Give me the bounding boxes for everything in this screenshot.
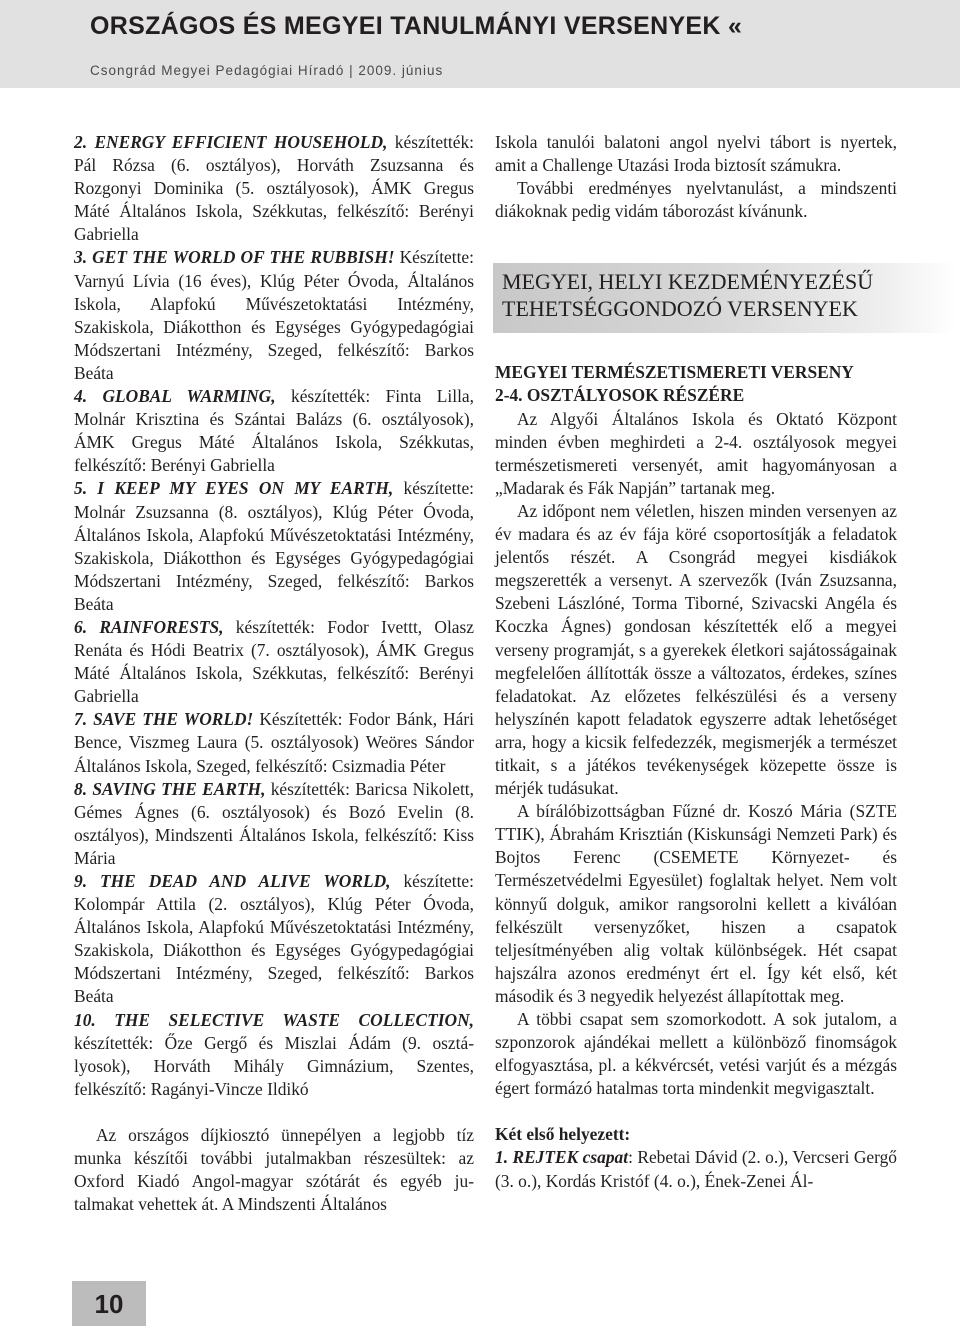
paragraph: A többi csapat sem szomorkodott. A sok jutalom, a szponzorok ajándékai mellett a különböző finomságok elfogyasztása, pl. a kékvércsét, vetési varjút és a mézgás égert formázó hatalmas torta mindenkit megvigasztalt. bbox=[495, 1009, 897, 1099]
entry-text: készítették: Finta Lilla, Molnár Krisztina és Szántai Balázs (6. osztályosok), ÁMK Gregus Máté Általános Iskola, Székkutas, felkészítő: Berényi Gabriella bbox=[74, 386, 474, 476]
entry-8 bbox=[74, 778, 474, 870]
right-column bbox=[495, 131, 897, 1193]
team-text: : Rebetai Dávid (2. o.), Vercseri Gergő (3. o.), Kordás Kristóf (4. o.), Ének-Zenei Ál- bbox=[495, 1147, 897, 1191]
entry-text: készítették: Fodor Ivettt, Olasz Renáta és Hódi Beatrix (7. osztályosok), ÁMK Gregus Máté Általános Iskola, Székkutas, felkészítő: Berényi Gabriella bbox=[74, 616, 474, 707]
left-column bbox=[74, 131, 474, 1216]
entry-text: készítette: Molnár Zsuzsanna (8. osztályos), Klúg Péter Óvoda, Általános Iskola, Alapfokú Művészetoktatási Intézmény, Szakiskola, Diákotthon és Egységes Gyógypedagógiai Módszertani Intézmény, Szeged, felkészítő: Barkos Beáta bbox=[74, 478, 474, 614]
entry-9 bbox=[74, 870, 474, 1009]
entry-title: 9. THE DEAD AND ALIVE WORLD, bbox=[74, 871, 391, 891]
entry-title: 8. SAVING THE EARTH, bbox=[74, 778, 266, 799]
paragraph: További eredményes nyelvtanulást, a mindszenti diákoknak pedig vidám táborozást kívánunk. bbox=[495, 178, 897, 222]
spacer bbox=[74, 1101, 474, 1124]
entry-text: Készítették: Fodor Bánk, Hári Bence, Viszmeg Laura (5. osztályosok) Weöres Sándor Általános Iskola, Szeged, felkészítő: Csizmadia Péter bbox=[74, 709, 475, 776]
paragraph: Az Algyői Általános Iskola és Oktató Központ minden évben meghirdeti a 2-4. osztályosok megyei természetismereti versenyét, amit hagyományosan a „Madarak és Fák Napján” tartanak meg. bbox=[495, 408, 897, 498]
spacer bbox=[495, 223, 897, 263]
entry-10 bbox=[74, 1009, 474, 1101]
section-heading-line: MEGYEI, HELYI KEZDEMÉNYEZÉSŰ bbox=[502, 269, 874, 295]
paragraph: Iskola tanulói balatoni angol nyelvi tábort is nyertek, amit a Challenge Utazási Iroda biztosít számukra. bbox=[495, 132, 897, 176]
entry-text: készítették: Baricsa Nikolett, Gémes Ágnes (6. osztályosok) és Bozó Evelin (8. osztályos), Mindszenti Általános Iskola, felkészítő: Kiss Mária bbox=[74, 778, 474, 868]
entry-text: készítették: Őze Gergő és Miszlai Ádám (9. osztályosok), Horváth Mihály Gimnázium, Szentes, felkészítő: Ragányi-Vincze Ildikó bbox=[74, 1032, 474, 1099]
paragraph: A bírálóbizottságban Fűzné dr. Koszó Mária (SZTE TTIK), Ábrahám Krisztián (Kiskunsági Nemzeti Park) és Bojtos Ferenc (CSEMETE Környezet- és Természetvédelmi Egyesület) foglaltak helyet. Nem volt könnyű dolguk, amikor rangsorolni kellett a kiválóan felkészült versenyzőket, hiszen a csapatok teljesítményében alig voltak különbségek. Hét csapat hajszálra azonos eredményt ért el. Így két első, két második és 3 negyedik helyezést állapítottak meg. bbox=[495, 801, 897, 1006]
running-header-subtitle: Csongrád Megyei Pedagógiai Híradó | 2009. június bbox=[90, 63, 444, 78]
running-header-title: ORSZÁGOS ÉS MEGYEI TANULMÁNYI VERSENYEK « bbox=[90, 12, 743, 40]
first-places-label: Két első helyezett: bbox=[495, 1124, 631, 1145]
spacer bbox=[495, 1100, 897, 1123]
section-heading-line: TEHETSÉGGONDOZÓ VERSENYEK bbox=[502, 296, 858, 322]
closing-paragraph: Az országos díjkiosztó ünnepélyen a legjobb tíz munka készítői további jutalmakban részesültek: az Oxford Kiadó Angol-magyar szótárát és egyéb jutalmakat vehettek át. A Mindszenti Általános bbox=[74, 1124, 474, 1215]
header-band bbox=[0, 0, 960, 88]
entry-text: készítették: Pál Rózsa (6. osztályos), Horváth Zsuzsanna és Rozgonyi Dominika (5. osztályosok), ÁMK Gregus Máté Általános Iskola, Székkutas, felkészítő: Berényi Gabriella bbox=[74, 132, 474, 245]
entry-3 bbox=[74, 246, 474, 385]
subheading: MEGYEI TERMÉSZETISMERETI VERSENY bbox=[495, 362, 854, 383]
section-heading-box bbox=[493, 263, 957, 333]
entry-title: 10. THE SELECTIVE WASTE COLLECTION, bbox=[74, 1009, 474, 1030]
entry-title: 3. GET THE WORLD OF THE RUBBISH! bbox=[74, 247, 395, 268]
entry-4 bbox=[74, 385, 474, 477]
entry-7 bbox=[74, 708, 474, 777]
page-number: 10 bbox=[72, 1281, 146, 1326]
entry-2 bbox=[74, 131, 474, 246]
entry-6 bbox=[74, 616, 474, 708]
paragraph: Az időpont nem véletlen, hiszen minden versenyen az év madara és az év fája köré csoportosítják a feladatok jelentős részét. A Csongrád megyei kisdiákok megszerették a versenyt. A szervezők (Iván Zsuzsanna, Szebeni Lászlóné, Torma Tiborné, Szivacski Angéla és Koczka Ágnes) gondosan készítették elő a megyei verseny programját, s a gyerekek életkori sajátosságainak megfelelően állították össze a változatos, érdekes, színes feladatokat. Az előzetes felkészülési és a verseny helyszínén kapott feladatok egyszerre adtak lehetőséget arra, hogy a kicsik felfedezzék, megismerjék a természet titkait, s a játékos tevékenységek közepette össze is mérjék tudásukat. bbox=[495, 500, 897, 799]
subheading: 2-4. OSZTÁLYOSOK RÉSZÉRE bbox=[495, 385, 745, 406]
spacer bbox=[495, 333, 897, 361]
entry-title: 2. ENERGY EFFICIENT HOUSEHOLD, bbox=[74, 132, 388, 152]
entry-text: készítette: Kolompár Attila (2. osztályos), Klúg Péter Óvoda, Általános Iskola, Alapfokú Művészetoktatási Intézmény, Szakiskola, Diákotthon és Egységes Gyógypedagógiai Módszertani Intézmény, Szeged, felkészítő: Barkos Beáta bbox=[74, 871, 474, 1007]
team-name: 1. REJTEK csapat bbox=[495, 1147, 629, 1168]
entry-5 bbox=[74, 477, 474, 616]
entry-title: 7. SAVE THE WORLD! bbox=[74, 709, 254, 730]
team-entry bbox=[495, 1146, 897, 1192]
entry-title: 5. I KEEP MY EYES ON MY EARTH, bbox=[74, 478, 394, 499]
entry-title: 6. RAINFORESTS, bbox=[74, 616, 224, 637]
entry-text: Készítette: Varnyú Lívia (16 éves), Klúg Péter Óvoda, Általános Iskola, Alapfokú Művészetoktatási Intézmény, Szakiskola, Diákotthon és Egységes Gyógypedagógiai Módszertani Intézmény, Szeged, felkészítő: Barkos Beáta bbox=[74, 247, 474, 383]
entry-title: 4. GLOBAL WARMING, bbox=[74, 386, 276, 407]
